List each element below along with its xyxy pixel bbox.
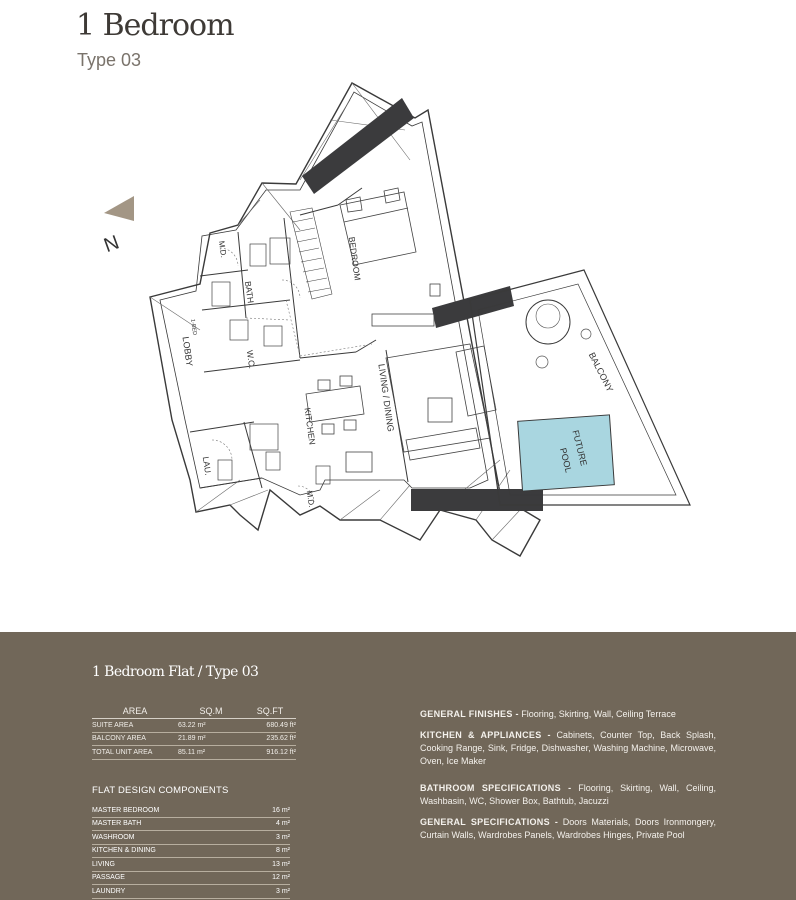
list-item [92,872,290,886]
component-name: PASSAGE [92,874,125,882]
area-header-area: AREA [122,706,148,716]
label-wc: W.C. [244,349,258,370]
label-bed-tag: 1-BED [189,318,198,336]
label-bath: BATH [242,280,256,304]
component-name: KITCHEN & DINING [92,847,156,855]
component-name: MASTER BATH [92,820,142,828]
area-row-sqm: 21.89 m² [178,735,206,743]
spec-title: KITCHEN & APPLIANCES - [420,730,551,740]
component-value: 16 m² [272,806,290,814]
area-row-name: TOTAL UNIT AREA [92,748,153,756]
compass-label: N [101,231,123,258]
component-value: 13 m² [272,860,290,868]
interior-walls [190,188,408,488]
list-item [92,858,290,872]
spec-text: Flooring, Skirting, Wall, Ceiling Terrace [521,709,676,719]
bath-fixtures [212,238,330,484]
page-subtitle: Type 03 [77,50,142,70]
component-name: WASHROOM [92,833,135,841]
area-table [92,706,296,760]
compass-arrow-icon [104,196,134,221]
spec-general-finishes [420,708,716,721]
spec-text: Flooring, Skirting, Wall, Ceiling, Washbasin, WC, Shower Box, Bathtub, Jacuzzi [420,783,716,806]
area-header-sqft: SQ.FT [256,706,284,716]
spec-bathroom [420,782,716,808]
table-row [92,733,296,747]
list-item [92,845,290,859]
components-list [92,804,290,899]
list-item [92,804,290,818]
components-title: FLAT DESIGN COMPONENTS [92,785,229,796]
spec-title: BATHROOM SPECIFICATIONS - [420,783,572,793]
panel-title: 1 Bedroom Flat / Type 03 [92,664,259,680]
component-value: 3 m² [276,887,290,895]
component-name: MASTER BEDROOM [92,806,160,814]
area-row-sqm: 85.11 m² [178,748,206,756]
spec-text: Doors Materials, Doors Ironmongery, Curtain Walls, Wardrobes Panels, Wardrobes Hinges, Private Pool [420,817,716,840]
specifications [420,708,716,850]
spec-title: GENERAL FINISHES - [420,709,519,719]
area-row-sqm: 63.22 m² [178,721,206,729]
dining-set [306,376,372,472]
label-kitchen: KITCHEN [302,407,318,446]
list-item [92,818,290,832]
spec-general [420,816,716,842]
area-row-name: BALCONY AREA [92,735,146,743]
table-row [92,719,296,733]
page-title: 1 Bedroom [76,8,234,43]
component-name: LIVING [92,860,115,868]
area-row-sqft: 235.62 ft² [266,735,296,743]
wardrobe [290,208,332,299]
table-row [92,746,296,760]
area-row-sqft: 680.49 ft² [266,721,296,729]
label-balcony: BALCONY [586,350,616,394]
table-chairs [536,304,560,328]
area-header-sqm: SQ.M [199,706,223,716]
spec-title: GENERAL SPECIFICATIONS - [420,817,559,827]
component-value: 12 m² [272,874,290,882]
list-item [92,831,290,845]
label-md-bottom: M.D. [304,489,317,508]
component-name: LAUNDRY [92,887,126,895]
spec-text: Cabinets, Counter Top, Back Splash, Cooking Range, Sink, Fridge, Dishwasher, Washing Machine, Microwave, Oven, Ice Maker [420,730,716,766]
component-value: 3 m² [276,833,290,841]
stool-right [581,329,591,339]
component-value: 4 m² [276,820,290,828]
round-table [526,300,570,344]
component-value: 8 m² [276,847,290,855]
label-living: LIVING / DINING [376,363,396,433]
label-pool-line1: FUTURE [570,429,590,467]
label-pool-line2: POOL [557,446,574,474]
label-md-top: M.D. [216,240,229,259]
specification-panel [0,632,796,900]
spec-kitchen-appliances [420,729,716,768]
list-item [92,885,290,899]
label-lau: LAU. [200,455,214,476]
area-row-sqft: 916.12 ft² [266,748,296,756]
area-table-header [92,706,296,719]
area-row-name: SUITE AREA [92,721,134,729]
label-bedroom: BEDROOM [346,236,363,282]
label-lobby: LOBBY [180,335,195,367]
stool-left [536,356,548,368]
